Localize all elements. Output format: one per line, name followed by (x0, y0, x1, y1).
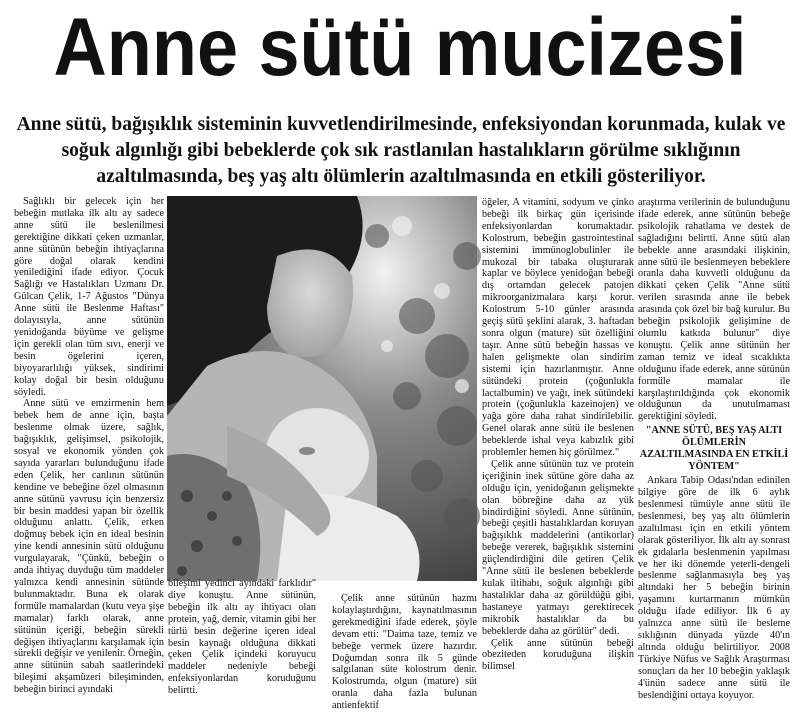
paragraph: Çelik anne sütünün tuz ve protein içeriğinin inek sütüne göre daha az olduğu için, yenidoğanın gelişmekte olan böbreğine daha az yük bindirdiğini söyledi. Anne sütünün, bebeği çeşitli hastalıklardan koruyan bağışıklık maddelerini (antikorlar) bebeğe vererek, bağışıklık sistemini güçlendirdiğini dile getiren Çelik "Anne sütü ile beslenen bebeklerde kulak iltihabı, soğuk algınlığı gibi hastalıklar daha az görüldüğü gibi, hastaneye yatmayı gerektirecek mikrobik hastalıklar da bu bebeklerde daha az görülür" dedi. (482, 458, 634, 637)
column-1 (14, 196, 164, 701)
paragraph: Çelik anne sütünün hazmı kolaylaştırdığını, kaynatılmasının gerekmediğini ifade ederek, şöyle devam etti: "Daima taze, temiz ve bebeğe vermek üzere hazırdır. Doğumdan sonra ilk 5 günde salgılanan süte kolostrum denir. Kolostrumda, olgun (mature) süt oranla daha fazla bulunan antienfektif (332, 593, 477, 712)
paragraph: Çelik anne sütünün bebeği obeziteden koruduğuna ilişkin bilimsel (482, 637, 634, 673)
paragraph: Ankara Tabip Odası'ndan edinilen bilgiye göre de ilk 6 aylık beslenmesi tümüyle anne sütü ile beslenmesi, beş yaş altı ölümlerin azaltılması için en etkili yöntem olarak gösteriliyor. İlk altı ay sonrası ek gıdalarla beslenmenin yapılması ve her iki dönemde yeterli-dengeli beslenme sağlanmasıyla beş yaş altındaki her 5 bebeğin birinin yaşamını kurtarmanın mümkün olduğu ifade ediliyor. İlk 6 ay yalnızca anne sütü ile besleme sıklığının dünyada yüzde 40'ın altında olduğu belirtiliyor. 2008 Türkiye Nüfus ve Sağlık Araştırması sonuçları da her 10 bebeğin yaklaşık 4'ünün sadece anne sütü ile beslendiğini ortaya koyuyor. (638, 475, 790, 701)
paragraph: Anne sütü ve emzirmenin hem bebek hem de anne için, başta beslenme olmak üzere, sağlık, bağışıklık, gelişimsel, psikolojik, sosyal ve ekonomik yönden çok sayıda yararları bulunduğunu ifade eden Çelik, her canlının sütünün kendine ve bebeğine özel olmasının anne sütünü yavrusu için benzersiz bir besin maddesi yapan bir özellik olduğunu anlattı. Çelik, erken doğmuş bebek için en ideal besinin yine kendi annesinin sütü olduğunu vurgulayarak, "Çünkü, bebeğin o anda ihtiyaç duyduğu tüm maddeler yalnızca kendi annesinin sütünde bulunmaktadır. Buna ek olarak formüle mamalardan (kutu veya şişe mamalar) farklı olarak, anne sütünün içeriği, bebeğin sürekli değişen ihtiyaçlarını karşılamak için sürekli değişir ve yenilenir. Örneğin, anne sütünün sabah saatlerindeki bileşimi akşamüzeri bileşiminden, bebeğin birinci ayındaki (14, 398, 164, 696)
lede: Anne sütü, bağışıklık sisteminin kuvvetlendirilmesinde, enfeksiyondan korunmada, kulak ve soğuk algınlığı gibi bebeklerde çok sık rastlanılan hastalıkların görülme sıklığının azaltılmasında, beş yaş altı ölümlerin azaltılmasında en etkili gösteriliyor. (16, 114, 786, 187)
column-2 (168, 578, 316, 702)
column-4 (482, 197, 634, 702)
mother-breastfeeding-photo (167, 196, 477, 581)
column-3 (332, 593, 477, 712)
subheading: "ANNE SÜTÜ, BEŞ YAŞ ALTI ÖLÜMLERİN AZALTILMASINDA EN ETKİLİ YÖNTEM" (639, 425, 789, 473)
paragraph: araştırma verilerinin de bulunduğunu ifade ederek, anne sütünün bebeğe psikolojik rahatlama ve destek de sağladığını belirtti. Anne sütü alan bebekle anne arasındaki ilişkinin, anne sütü ile beslenmeyen bebeklere oranla daha kuvvetli olduğunu da dikkati çeken Çelik "Anne sütü verilen sırasında anne ile bebek arasında çok özel bir bağ kurulur. Bu bebeğin psikolojik gelişimine de olumlu katkıda bulunur" diye konuştu. Çelik anne sütünün her zaman temiz ve ideal sıcaklıkta olduğunu ifade ederek, anne sütünün formüle mamalar ile karşılaştırıldığında çok ekonomik olduğunun da unutulmaması gerektiğini söyledi. (638, 197, 790, 423)
paragraph: Sağlıklı bir gelecek için her bebeğin mutlaka ilk altı ay sadece anne sütü ile beslenilmesi gerektiğine dikkati çeken uzmanlar, anne sütünün bebeğin ihtiyaçlarına göre doğal olarak kendini yenilediğini ifade ediyor. Çocuk Sağlığı ve Hastalıkları Uzmanı Dr. Gülcan Çelik, 1-7 Ağustos "Dünya Anne sütü ile Beslenme Haftası" dolayısıyla, anne sütünün yenidoğanda büyüme ve gelişme için gerekli olan tüm sıvı, enerji ve besin ögelerini içeren, biyoyararlılığı yüksek, sindirimi kolay doğal bir besin olduğunu söyledi. (14, 196, 164, 398)
paragraph: bileşimi yedinci ayındaki farklıdır" diye konuştu. Anne sütünün, bebeğin ilk altı ay ihtiyacı olan protein, yağ, demir, vitamin gibi her türlü besin değerine içeren ideal besin kaynağı olduğuna dikkati çeken Çelik içindeki koruyucu maddeler nedeniyle bebeği enfeksiyonlardan koruduğunu belirtti. (168, 578, 316, 697)
column-5 (638, 197, 790, 702)
headline: Anne sütü mucizesi (53, 2, 747, 93)
paragraph: öğeler, A vitamini, sodyum ve çinko bebeği ilk birkaç gün içerisinde enfeksiyonlardan korumaktadır. Kolostrum, bebeğin gastrointestinal sistemini immünoglobulinler ile mukozal bir tabaka oluşturarak kaplar ve böylece yenidoğan bebeği dış ortamdan gelecek patojen mikroorganizmalara karşı korur. Kolostrum 5-10 günler arasında geçiş sütü şeklini alarak, 3. haftadan sonra olgun (mature) süt özelliğini taşır. Anne sütü bebeğin hassas ve halen gelişmekte olan sindirim sistemi için hazırlanmıştır. Anne sütündeki protein (çoğunlukla lactalbumin) ve yağı, inek sütündeki protein (çoğunlukla kazeinojen) ve yağa göre daha rahat sindirilebilir. Genel olarak anne sütü ile beslenen bebeklerde ishal veya kabızlık gibi problemler hemen hiç görülmez." (482, 197, 634, 459)
